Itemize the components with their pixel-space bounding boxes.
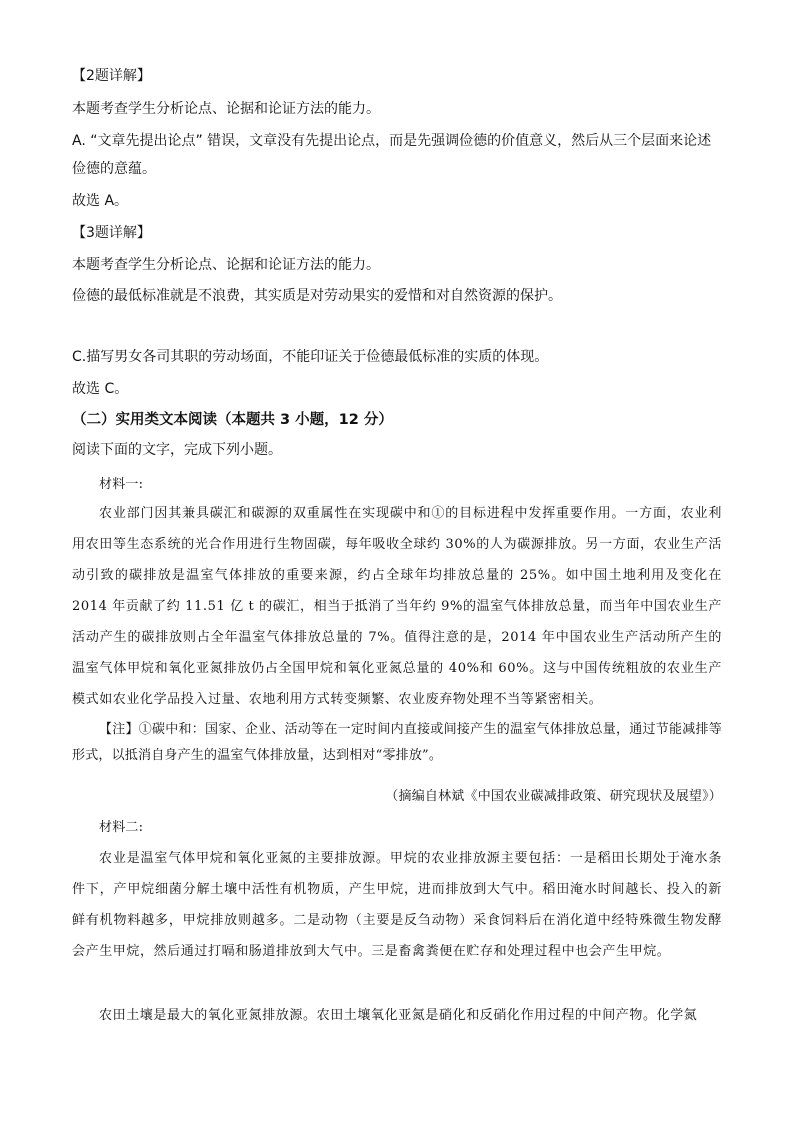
q3-point: 俭德的最低标准就是不浪费，其实质是对劳动果实的爱惜和对自然资源的保护。 xyxy=(72,288,562,304)
q3-heading: 【3题详解】 xyxy=(72,225,151,241)
material-one xyxy=(72,474,722,495)
q2-answer: 故选 A。 xyxy=(72,193,129,209)
material-two-body-2 xyxy=(72,1000,722,1031)
q3-intro: 本题考查学生分析论点、论据和论证方法的能力。 xyxy=(72,257,380,273)
material-one-note-block xyxy=(72,717,722,769)
section-heading: （二）实用类文本阅读（本题共 3 小题，12 分） xyxy=(72,412,393,428)
q2-heading: 【2题详解】 xyxy=(72,68,151,84)
q2-option-a-line1: A. “文章先提出论点” 错误，文章没有先提出论点，而是先强调俭德的价值意义，然后从三个层面来论述 xyxy=(72,133,712,149)
reading-instruction: 阅读下面的文字，完成下列小题。 xyxy=(72,442,282,458)
material-two-title: 材料二: xyxy=(99,820,144,835)
material-two-body xyxy=(72,843,722,967)
material-one-title: 材料一: xyxy=(99,477,144,492)
material-two-paragraph-2: 农田土壤是最大的氧化亚氮排放源。农田土壤氧化亚氮是硝化和反硝化作用过程的中间产物。化学氮 xyxy=(99,1008,698,1023)
q2-intro: 本题考查学生分析论点、论据和论证方法的能力。 xyxy=(72,101,380,117)
q3-option-c: C.描写男女各司其职的劳动场面，不能印证关于俭德最低标准的实质的体现。 xyxy=(72,349,549,365)
material-one-source: （摘编自林斌《中国农业碳减排政策、研究现状及展望》） xyxy=(385,789,722,804)
material-one-note: 【注】①碳中和：国家、企业、活动等在一定时间内直接或间接产生的温室气体排放总量，通过节能减排等形式，以抵消自身产生的温室气体排放量，达到相对“零排放”。 xyxy=(72,722,722,763)
q3-answer: 故选 C。 xyxy=(72,381,129,397)
q2-option-a-line2: 俭德的意蕴。 xyxy=(72,161,156,177)
material-one-body xyxy=(72,498,722,715)
material-two-paragraph-1: 农业是温室气体甲烷和氧化亚氮的主要排放源。甲烷的农业排放源主要包括：一是稻田长期处于淹水条件下，产甲烷细菌分解土壤中活性有机物质，产生甲烷，进而排放到大气中。稻田淹水时间越长、投入的新鲜有机物料越多，甲烷排放则越多。二是动物（主要是反刍动物）采食饲料后在消化道中经特殊微生物发酵会产生甲烷，然后通过打嗝和肠道排放到大气中。三是畜禽粪便在贮存和处理过程中也会产生甲烷。 xyxy=(72,851,722,959)
material-one-paragraph: 农业部门因其兼具碳汇和碳源的双重属性在实现碳中和①的目标进程中发挥重要作用。一方面，农业利用农田等生态系统的光合作用进行生物固碳，每年吸收全球约 30%的人为碳源排放。另一方面，农业生产活动引致的碳排放是温室气体排放的重要来源，约占全球年均排放总量的 25%。如中国土地利用及变化在 2014 年贡献了约 11.51 亿 t 的碳汇，相当于抵消了当年约 9%的温室气体排放总量，而当年中国农业生产活动产生的碳排放则占全年温室气体排放总量的 7%。值得注意的是，2014 年中国农业生产活动所产生的温室气体甲烷和氧化亚氮排放仍占全国甲烷和氧化亚氮总量的 40%和 60%。这与中国传统粗放的农业生产模式如农业化学品投入过量、农地利用方式转变频繁、农业废弃物处理不当等紧密相关。 xyxy=(72,506,722,707)
material-two xyxy=(72,817,722,838)
material-one-source-block xyxy=(72,786,722,808)
